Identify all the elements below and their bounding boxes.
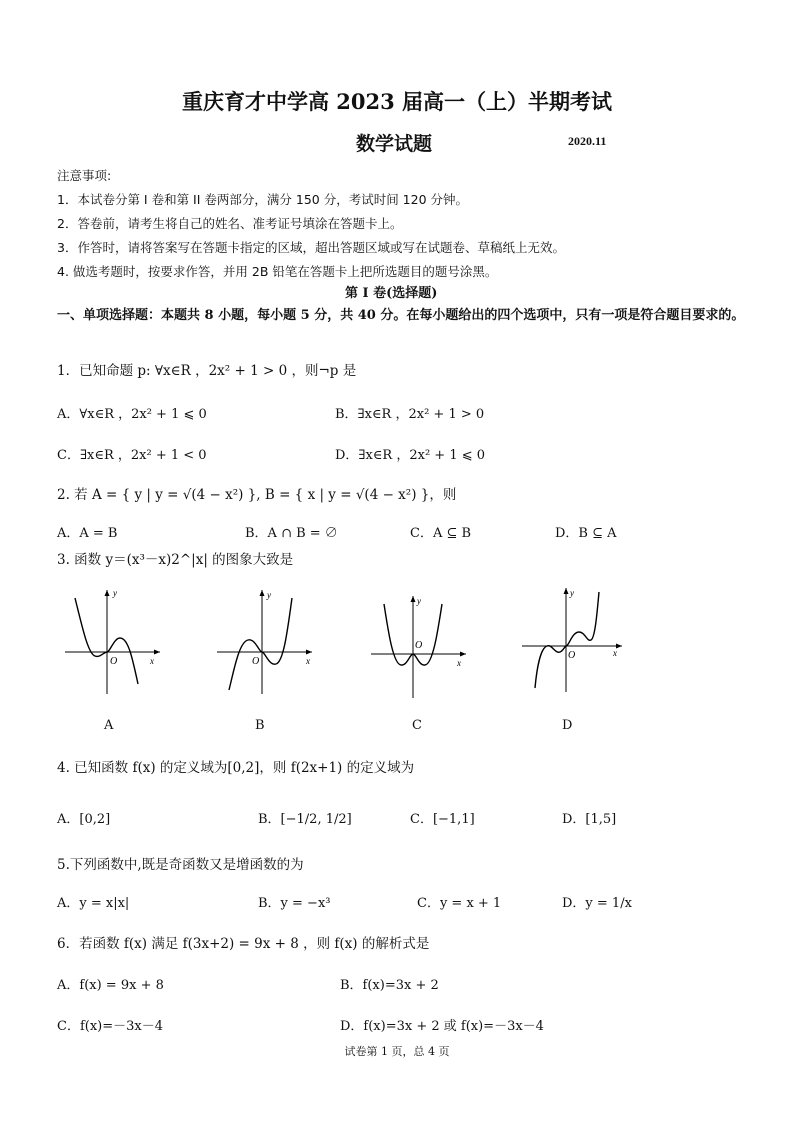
question-4-stem: 4. 已知函数 f(x) 的定义域为[0,2]，则 f(2x+1) 的定义域为	[57, 760, 415, 776]
q4-option-d: D．[1,5]	[562, 812, 617, 827]
note-item: 4. 做选考题时，按要求作答，并用 2B 铅笔在答题卡上把所选题目的题号涂黑。	[57, 264, 498, 279]
note-item: 2．答卷前，请考生将自己的姓名、准考证号填涂在答题卡上。	[57, 216, 403, 231]
graph-b-label: B	[255, 718, 265, 733]
section-instructions: 一、单项选择题：本题共 8 小题，每小题 5 分，共 40 分。在每小题给出的四个选项中，只有一项是符合题目要求的。	[57, 308, 745, 323]
graph-c-origin: O	[415, 640, 423, 651]
q1-option-a: A．∀x∈R ，2x² + 1 ⩽ 0	[57, 407, 207, 422]
q1-option-d: D．∃x∈R ，2x² + 1 ⩽ 0	[335, 448, 486, 463]
graph-d-label: D	[562, 718, 573, 733]
q4-option-b: B．[−1/2, 1/2]	[258, 812, 352, 827]
notes-heading: 注意事项:	[57, 168, 112, 183]
q2-option-c: C．A ⊆ B	[410, 526, 472, 541]
q6-option-c: C．f(x)=－3x－4	[57, 1019, 163, 1034]
q6-option-a: A．f(x) = 9x + 8	[57, 978, 164, 993]
graph-c-y-label: y	[417, 596, 421, 606]
graph-a-label: A	[104, 718, 114, 733]
q6-option-b: B．f(x)=3x + 2	[340, 978, 439, 993]
note-item: 3．作答时，请将答案写在答题卡指定的区域，超出答题区域或写在试题卷、草稿纸上无效。	[57, 240, 565, 255]
question-5-stem: 5.下列函数中,既是奇函数又是增函数的为	[57, 857, 304, 873]
note-item: 1．本试卷分第 I 卷和第 II 卷两部分，满分 150 分，考试时间 120 分钟。	[57, 192, 469, 207]
q4-option-a: A．[0,2]	[57, 812, 111, 827]
graph-b-y-label: y	[267, 590, 271, 600]
graph-b-origin: O	[252, 656, 260, 667]
graph-c-label: C	[412, 718, 422, 733]
question-3-stem: 3. 函数 y＝(x³－x)2^|x| 的图象大致是	[57, 552, 294, 568]
question-1-stem: 1．已知命题 p: ∀x∈R ，2x² + 1 > 0 ，则¬p 是	[57, 363, 357, 379]
q2-option-a: A．A = B	[57, 526, 118, 541]
q5-option-a: A．y = x|x|	[57, 896, 130, 911]
exam-title: 重庆育才中学高 2023 届高一（上）半期考试	[181, 89, 613, 114]
q4-option-c: C．[−1,1]	[410, 812, 475, 827]
graph-a-y-label: y	[113, 588, 117, 598]
q6-option-d: D．f(x)=3x + 2 或 f(x)=－3x－4	[340, 1019, 544, 1034]
graph-d	[517, 584, 627, 696]
q5-option-c: C．y = x + 1	[417, 896, 502, 911]
graph-c-x-label: x	[457, 658, 461, 668]
graph-d-x-label: x	[613, 648, 617, 658]
graph-b	[212, 586, 317, 698]
q2-option-b: B．A ∩ B = ∅	[245, 526, 338, 541]
exam-subtitle: 数学试题	[356, 133, 433, 155]
q5-option-d: D．y = 1/x	[562, 896, 632, 911]
page-footer: 试卷第 1 页，总 4 页	[344, 1045, 450, 1058]
question-2-stem: 2. 若 A = { y | y = √(4 − x²) }, B = { x | y = √(4 − x²) }，则	[57, 487, 457, 503]
exam-date: 2020.11	[568, 134, 607, 148]
q5-option-b: B．y = −x³	[258, 896, 331, 911]
graph-a	[60, 586, 165, 698]
graph-a-x-label: x	[150, 656, 154, 666]
question-6-stem: 6．若函数 f(x) 满足 f(3x+2) = 9x + 8 ，则 f(x) 的解析式是	[57, 936, 430, 952]
graph-d-origin: O	[568, 650, 576, 661]
graph-d-y-label: y	[570, 588, 574, 598]
section-title: 第 I 卷(选择题)	[345, 286, 438, 301]
q1-option-c: C．∃x∈R ，2x² + 1 < 0	[57, 448, 207, 463]
graph-c	[366, 590, 471, 702]
graph-b-x-label: x	[306, 656, 310, 666]
q2-option-d: D．B ⊆ A	[555, 526, 617, 541]
q1-option-b: B．∃x∈R ，2x² + 1 > 0	[335, 407, 485, 422]
graph-a-origin: O	[110, 656, 118, 667]
